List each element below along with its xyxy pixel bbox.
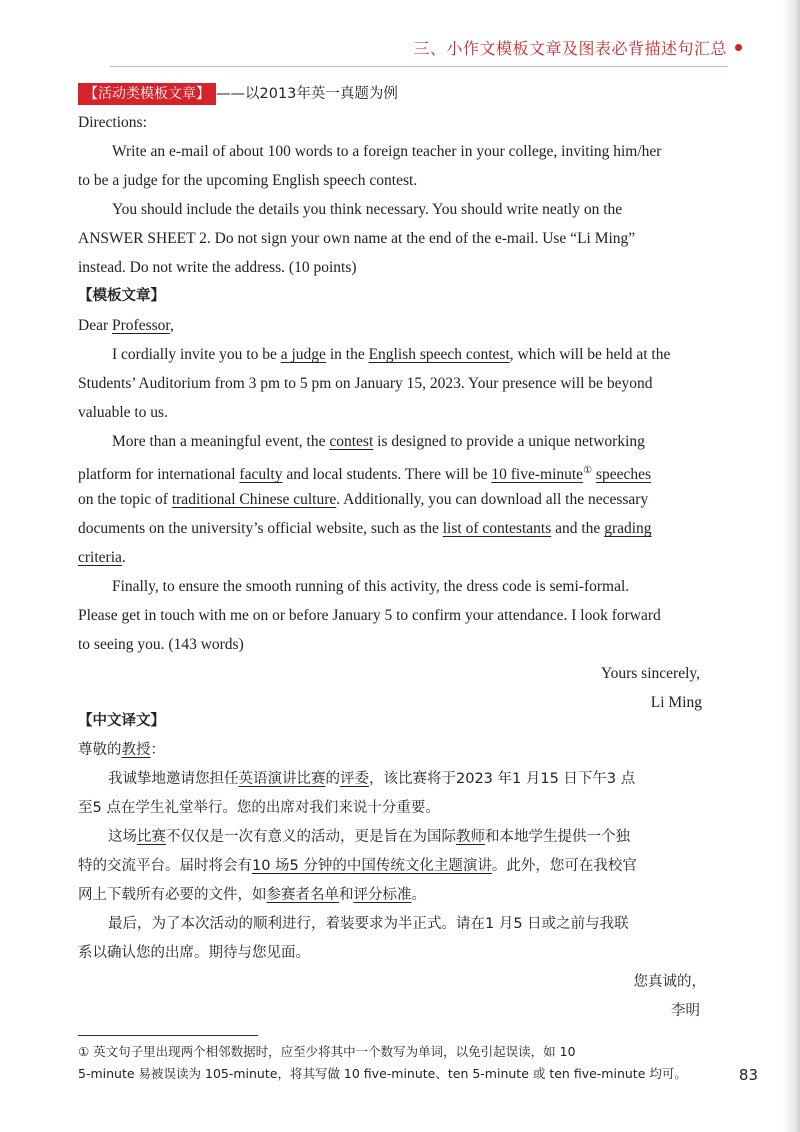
letter-line: criteria. <box>78 549 126 566</box>
underlined-phrase: 评委 <box>340 771 369 787</box>
letter-line: Finally, to ensure the smooth running of this activity, the dress code is semi-formal. <box>112 578 630 595</box>
running-header <box>413 36 742 59</box>
underlined-phrase: grading <box>604 520 652 537</box>
footnote-line: ① 英文句子里出现两个相邻数据时，应至少将其中一个数写为单词，以免引起误读，如 10 <box>78 1044 576 1059</box>
underlined-phrase: 教师 <box>456 829 485 845</box>
letter-closing: Yours sincerely, <box>600 665 700 682</box>
translation-line: 系以确认您的出席。期待与您见面。 <box>78 945 310 961</box>
page-edge <box>782 0 800 1132</box>
translation-line: 这场比赛不仅仅是一次有意义的活动，更是旨在为国际教师和本地学生提供一个独 <box>108 829 630 845</box>
section-subtitle: ——以2013年英一真题为例 <box>216 86 398 102</box>
letter-line: platform for international faculty and local students. There will be 10 five-minute① speeches <box>78 465 651 484</box>
translation-label: 【中文译文】 <box>78 713 165 729</box>
directions-section <box>78 79 708 282</box>
underlined-phrase: list of contestants <box>442 520 552 537</box>
footnote <box>78 1041 718 1085</box>
translation-line: 网上下载所有必要的文件，如参赛者名单和评分标准。 <box>78 887 426 903</box>
header-title: 三、小作文模板文章及图表必背描述句汇总 <box>413 39 727 58</box>
translation-line: 我诚挚地邀请您担任英语演讲比赛的评委，该比赛将于2023 年1 月15 日下午3 点 <box>108 771 636 787</box>
underlined-phrase: Professor <box>112 317 170 334</box>
letter-line: on the topic of traditional Chinese culture. Additionally, you can download all the necessary <box>78 491 649 508</box>
underlined-phrase: contest <box>329 433 374 450</box>
underlined-phrase: faculty <box>239 466 283 484</box>
underlined-phrase: traditional Chinese culture <box>171 491 337 508</box>
letter-signature: Li Ming <box>650 694 702 711</box>
footnote-rule <box>78 1035 258 1036</box>
translation-line: 特的交流平台。届时将会有10 场5 分钟的中国传统文化主题演讲。此外，您可在我校官 <box>78 858 637 874</box>
underlined-phrase: criteria <box>78 549 122 566</box>
directions-line: Write an e-mail of about 100 words to a foreign teacher in your college, inviting him/her <box>112 143 662 160</box>
translation-line: 至5 点在学生礼堂举行。您的出席对我们来说十分重要。 <box>78 800 440 816</box>
underlined-phrase: English speech contest <box>368 346 510 363</box>
template-label: 【模板文章】 <box>78 288 165 304</box>
directions-line: You should include the details you think necessary. You should write neatly on the <box>112 201 623 218</box>
directions-line: ANSWER SHEET 2. Do not sign your own name at the end of the e-mail. Use “Li Ming” <box>78 230 636 247</box>
template-letter <box>78 282 708 717</box>
section-tag: 【活动类模板文章】 <box>78 83 216 105</box>
underlined-phrase: 参赛者名单 <box>266 887 339 903</box>
footnote-line: 5-minute 易被误读为 105-minute，将其写做 10 five-minute、ten 5-minute 或 ten five-minute 均可。 <box>78 1066 687 1081</box>
directions-line: to be a judge for the upcoming English speech contest. <box>78 172 418 189</box>
letter-line: to seeing you. (143 words) <box>78 636 244 653</box>
underlined-phrase: 比赛 <box>137 829 166 845</box>
underlined-phrase: a judge <box>280 346 326 363</box>
letter-line: I cordially invite you to be a judge in the English speech contest, which will be held at the <box>112 346 671 363</box>
letter-line: valuable to us. <box>78 404 168 421</box>
section-title <box>78 79 708 108</box>
letter-line: Students’ Auditorium from 3 pm to 5 pm on January 15, 2023. Your presence will be beyond <box>78 375 653 392</box>
letter-line: documents on the university’s official website, such as the list of contestants and the grading <box>78 520 652 537</box>
translation-signature: 李明 <box>671 1003 700 1019</box>
letter-greeting: Dear Professor, <box>78 317 174 334</box>
page-number: 83 <box>738 1066 758 1084</box>
underlined-phrase: 评分标准 <box>353 887 412 903</box>
underlined-phrase: speeches <box>595 466 651 484</box>
translation-closing: 您真诚的， <box>633 974 706 990</box>
letter-line: More than a meaningful event, the contest is designed to provide a unique networking <box>112 433 645 450</box>
footnote-marker: ① <box>583 465 593 476</box>
underlined-phrase: 中国传统文化主题演讲 <box>346 858 492 874</box>
letter-line: Please get in touch with me on or before January 5 to confirm your attendance. I look forward <box>78 607 661 624</box>
translation-greeting: 尊敬的教授： <box>78 742 165 758</box>
chinese-translation <box>78 707 708 1026</box>
underlined-phrase: 教授 <box>121 742 151 758</box>
header-bullet <box>735 44 742 51</box>
header-rule <box>110 66 728 67</box>
directions-line: instead. Do not write the address. (10 points) <box>78 259 357 276</box>
directions-label: Directions: <box>78 114 147 131</box>
translation-line: 最后，为了本次活动的顺利进行，着装要求为半正式。请在1 月5 日或之前与我联 <box>108 916 629 932</box>
underlined-phrase: 10 场5 分钟的 <box>252 858 347 874</box>
underlined-phrase: 英语演讲比赛 <box>238 771 326 787</box>
underlined-phrase: 10 five-minute <box>491 466 584 484</box>
